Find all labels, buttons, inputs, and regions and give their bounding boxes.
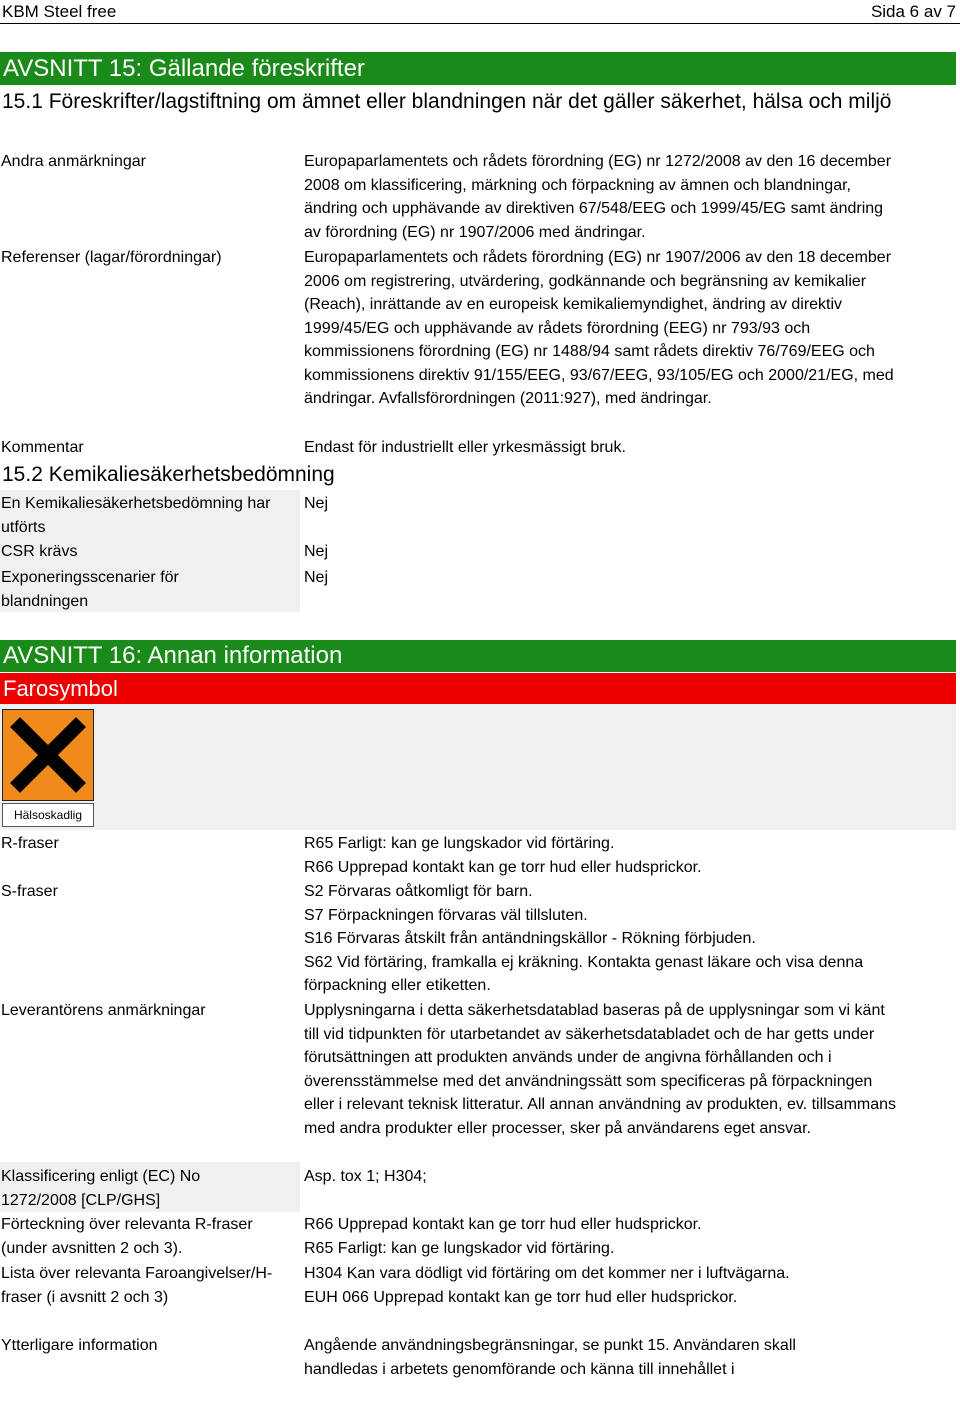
hazard-pictogram [2, 709, 94, 829]
phrase-line: S16 Förvaras åtskilt från antändningskällor - Rökning förbjuden. [304, 930, 756, 947]
page-number: Sida 6 av 7 [870, 2, 956, 21]
section-15-heading: AVSNITT 15: Gällande föreskrifter [0, 52, 956, 85]
row-label: Förteckning över relevanta R-fraser (under avsnitten 2 och 3). [1, 1216, 253, 1257]
row-value: Europaparlamentets och rådets förordning (EG) nr 1907/2006 av den 18 december 2006 om registrering, utvärdering, godkännande och begränsning av kemikalier (Reach), inrättande av en europeisk kemikaliemyndighet, ändring av direktiv 1999/45/EG och upphävande av rådets förordning (EEG) nr 793/93 och kommissionens förordning (EG) nr 1488/94 samt rådets direktiv 76/769/EEG och kommissionens direktiv 91/155/EEG, 93/67/EEG, 93/105/EG och 2000/21/EG, med ändringar. Avfallsförordningen (2011:927), med ändringar. [304, 249, 894, 407]
row-value: Nej [304, 543, 329, 560]
farosymbol-heading: Farosymbol [0, 673, 956, 704]
section-16-heading: AVSNITT 16: Annan information [0, 640, 956, 672]
row-label: Klassificering enligt (EC) No 1272/2008 [CLP/GHS] [1, 1168, 201, 1209]
row-label: Referenser (lagar/förordningar) [1, 249, 222, 266]
row-value: Nej [304, 569, 329, 586]
subsection-15-1-heading: 15.1 Föreskrifter/lagstiftning om ämnet eller blandningen när det gäller säkerhet, hälsa och miljö [2, 90, 892, 113]
phrase-line: R66 Upprepad kontakt kan ge torr hud eller hudsprickor. [304, 858, 702, 876]
row-label: Leverantörens anmärkningar [1, 1002, 206, 1019]
phrase-line: S7 Förpackningen förvaras väl tillsluten. [304, 906, 588, 924]
row-label: Exponeringsscenarier för blandningen [1, 569, 179, 610]
row-label: R-fraser [1, 835, 59, 852]
subsection-15-2-heading: 15.2 Kemikaliesäkerhetsbedömning [2, 463, 335, 486]
row-value [304, 999, 904, 1140]
row-value [304, 1262, 914, 1309]
row-value [304, 832, 914, 879]
row-value: Europaparlamentets och rådets förordning (EG) nr 1272/2008 av den 16 december 2008 om klassificering, märkning och förpackning av ämnen och blandningar, ändring och upphävande av direktiven 67/548/EEG och 1999/45/EG samt ändring av förordning (EG) nr 1907/2006 med ändringar. [304, 153, 892, 241]
phrase-line: Angående användningsbegränsningar, se punkt 15. Användaren skall handledas i arbetets genomförande och känna till innehållet i [304, 1337, 796, 1378]
phrase-line: Asp. tox 1; H304; [304, 1168, 427, 1185]
row-label: Ytterligare information [1, 1337, 158, 1354]
pictogram-caption: Hälsoskadlig [2, 803, 94, 827]
row-label: Kommentar [1, 439, 84, 456]
phrase-line: EUH 066 Upprepad kontakt kan ge torr hud eller hudsprickor. [304, 1288, 738, 1306]
product-name: KBM Steel free [2, 2, 117, 21]
harmful-x-icon [2, 709, 94, 801]
row-value [304, 1165, 914, 1189]
phrase-line: S62 Vid förtäring, framkalla ej kräkning. Kontakta genast läkare och visa denna förpackning eller etiketten. [304, 953, 864, 994]
row-label: CSR krävs [1, 543, 78, 560]
row-label: En Kemikaliesäkerhetsbedömning har utförts [1, 495, 271, 536]
phrase-line: S2 Förvaras oåtkomligt för barn. [304, 883, 533, 900]
phrase-line: Upplysningarna i detta säkerhetsdatablad baseras på de upplysningar som vi känt till vid tidpunkten för utarbetandet av säkerhetsdatabladet och de har getts under förutsättningen att produkten används under de angivna förhållanden och i överensstämmelse med det användningssätt som specificeras på förpackningen eller i relevant teknisk litteratur. All annan användning av produkten, ev. tillsammans med andra produkter eller processer, sker på användarens eget ansvar. [304, 1002, 897, 1137]
row-value [304, 1334, 864, 1381]
page-header [0, 0, 960, 24]
row-value: Nej [304, 495, 329, 512]
row-label: Andra anmärkningar [1, 153, 146, 170]
row-label: Lista över relevanta Faroangivelser/H-fraser (i avsnitt 2 och 3) [1, 1265, 273, 1306]
row-value: Endast för industriellt eller yrkesmässigt bruk. [304, 439, 626, 456]
row-label: S-fraser [1, 883, 58, 900]
header-divider [0, 23, 960, 24]
row-value [304, 880, 874, 998]
phrase-line: H304 Kan vara dödligt vid förtäring om det kommer ner i luftvägarna. [304, 1265, 790, 1282]
pictogram-area [0, 704, 956, 830]
row-value [304, 1213, 914, 1260]
phrase-line: R65 Farligt: kan ge lungskador vid förtäring. [304, 1239, 615, 1257]
phrase-line: R66 Upprepad kontakt kan ge torr hud eller hudsprickor. [304, 1216, 702, 1233]
phrase-line: R65 Farligt: kan ge lungskador vid förtäring. [304, 835, 615, 852]
